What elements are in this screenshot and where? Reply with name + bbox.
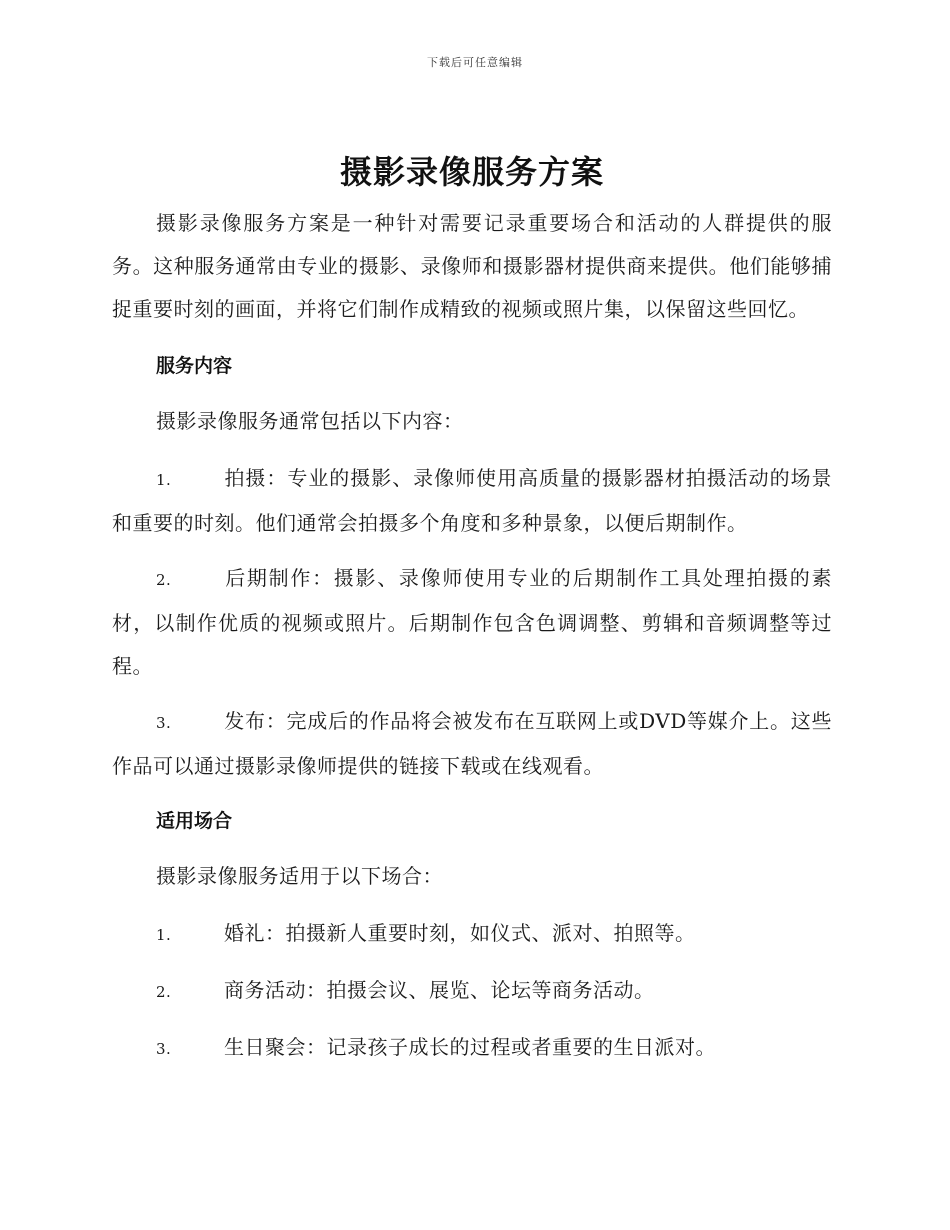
list-item-text: 商务活动：拍摄会议、展览、论坛等商务活动。: [224, 978, 655, 1002]
list-number: 3.: [156, 714, 172, 732]
list-number: 1.: [156, 926, 172, 944]
list-number: 2.: [156, 983, 172, 1001]
list-item-text: 婚礼：拍摄新人重要时刻，如仪式、派对、拍照等。: [224, 921, 696, 945]
list-number: 2.: [156, 571, 172, 589]
list-item: [112, 969, 832, 1014]
list-item: [112, 1026, 832, 1071]
document-title: 摄影录像服务方案: [339, 153, 604, 191]
list-item-text: 后期制作：摄影、录像师使用专业的后期制作工具处理拍摄的素材，以制作优质的视频或照片。后期制作包含色调调整、剪辑和音频调整等过程。: [112, 566, 832, 678]
list-item-text: 拍摄：专业的摄影、录像师使用高质量的摄影器材拍摄活动的场景和重要的时刻。他们通常会拍摄多个角度和多种景象，以便后期制作。: [112, 466, 832, 535]
section-heading-service-content: 服务内容: [156, 355, 233, 377]
document-body: [112, 148, 832, 1083]
list-item: [112, 700, 832, 788]
intro-paragraph: 摄影录像服务方案是一种针对需要记录重要场合和活动的人群提供的服务。这种服务通常由专业的摄影、录像师和摄影器材提供商来提供。他们能够捕捉重要时刻的画面，并将它们制作成精致的视频或照片集，以保留这些回忆。: [112, 211, 832, 321]
list-item: [112, 457, 832, 545]
list-number: 3.: [156, 1040, 172, 1058]
section-lead-service-content: 摄影录像服务通常包括以下内容：: [156, 409, 464, 433]
list-item-text: 发布：完成后的作品将会被发布在互联网上或DVD等媒介上。这些作品可以通过摄影录像师提供的链接下载或在线观看。: [112, 709, 832, 778]
section-lead-applicable-occasions: 摄影录像服务适用于以下场合：: [156, 864, 443, 888]
list-item: [112, 557, 832, 688]
list-number: 1.: [156, 471, 172, 489]
list-item: [112, 912, 832, 957]
section-heading-applicable-occasions: 适用场合: [156, 810, 233, 832]
page-header-note: 下载后可任意编辑: [427, 56, 523, 69]
list-item-text: 生日聚会：记录孩子成长的过程或者重要的生日派对。: [224, 1035, 716, 1059]
